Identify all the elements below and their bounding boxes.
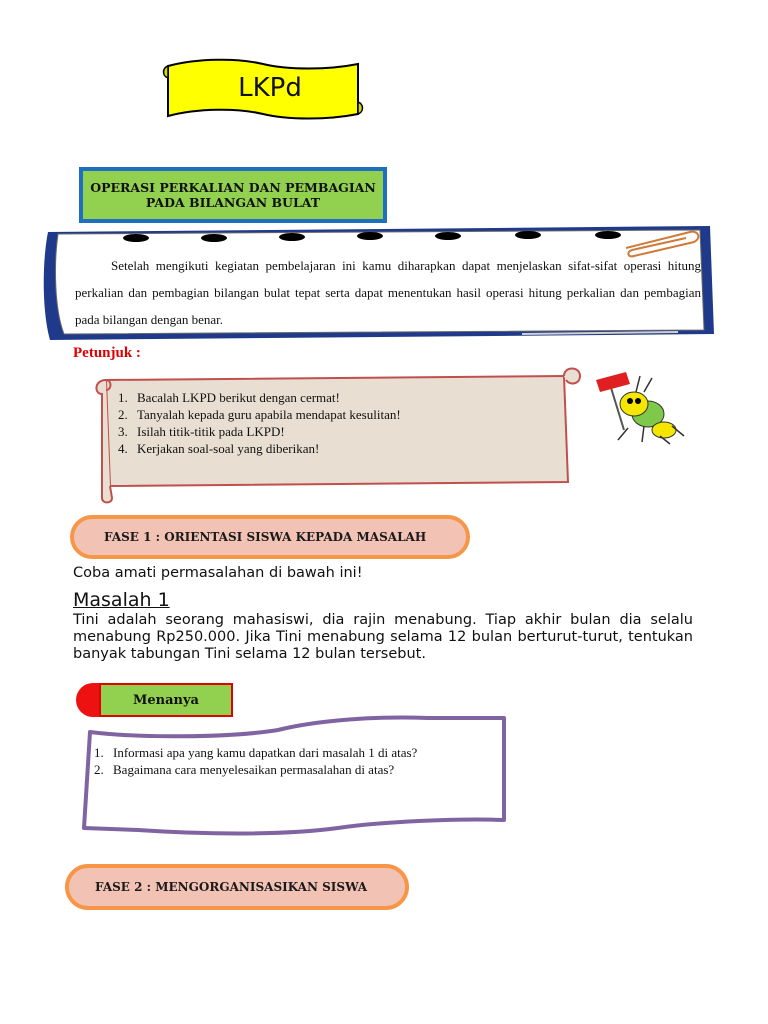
instruction-list — [118, 389, 401, 457]
learning-objective: Setelah mengikuti kegiatan pembelajaran ini kamu diharapkan dapat menjelaskan sifat-sifat operasi hitung perkalian dan pembagian bilangan bulat tepat serta dapat menentukan hasil operasi hitung perkalian dan pembagian pada bilangan dengan benar. — [75, 258, 701, 327]
question-list — [94, 744, 417, 778]
list-item: 2. Bagaimana cara menyelesaikan permasalahan di atas? — [94, 762, 395, 777]
intro-text: Coba amati permasalahan di bawah ini! — [73, 565, 363, 581]
phase-1-label: FASE 1 : ORIENTASI SISWA KEPADA MASALAH — [104, 530, 427, 544]
topic-box — [79, 167, 387, 223]
phase-2-label: FASE 2 : MENGORGANISASIKAN SISWA — [95, 880, 368, 894]
list-item: 3. Isilah titik-titik pada LKPD! — [118, 424, 285, 439]
bee-with-flag-icon — [588, 370, 692, 448]
phase-2-banner — [65, 864, 409, 910]
document-title: LKPd — [238, 73, 302, 103]
topic-line-1: OPERASI PERKALIAN DAN PEMBAGIAN — [90, 180, 376, 195]
list-item: 1. Informasi apa yang kamu dapatkan dari masalah 1 di atas? — [94, 745, 418, 760]
petunjuk-label: Petunjuk : — [73, 345, 141, 361]
phase-1-banner — [70, 515, 470, 559]
topic-line-2: PADA BILANGAN BULAT — [145, 195, 321, 210]
list-item: 1. Bacalah LKPD berikut dengan cermat! — [118, 390, 340, 405]
problem-body: Tini adalah seorang mahasiswi, dia rajin menabung. Tiap akhir bulan dia selalu menabung Rp250.000. Jika Tini menabung selama 12 bulan berturut-turut, tentukan banyak tabungan Tini selama 12 bulan tersebut. — [73, 612, 693, 662]
menanya-label: Menanya — [133, 692, 199, 708]
list-item: 4. Kerjakan soal-soal yang diberikan! — [118, 441, 320, 456]
list-item: 2. Tanyalah kepada guru apabila mendapat kesulitan! — [118, 407, 401, 422]
problem-title: Masalah 1 — [73, 589, 170, 611]
